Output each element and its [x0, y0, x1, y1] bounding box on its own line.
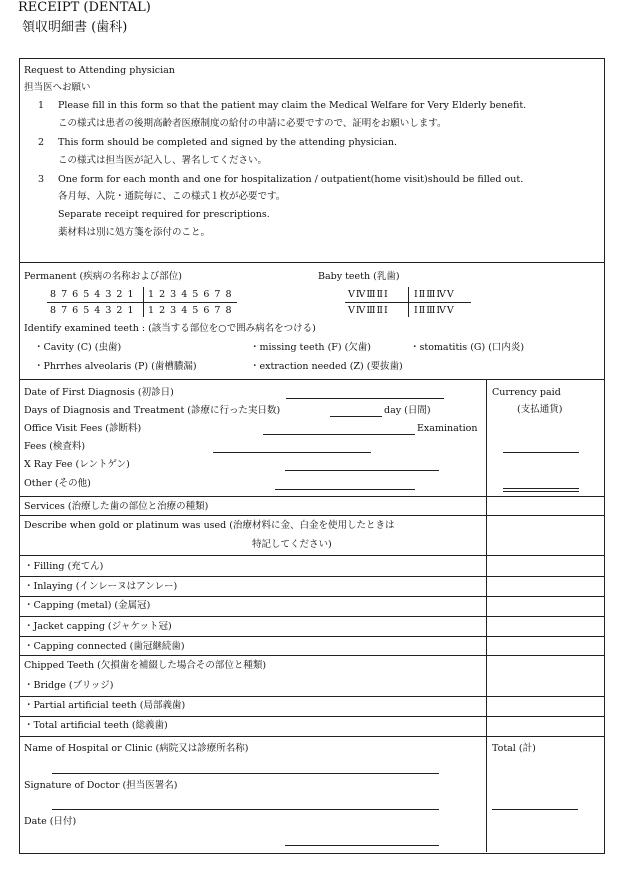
divider [19, 716, 604, 717]
other-fee-label: Other (その他) [24, 478, 91, 489]
services-heading: Services (治療した歯の部位と治療の種類) [24, 501, 209, 512]
exam-fees-field[interactable] [213, 452, 371, 453]
service-partial-artificial: ・Partial artificial teeth (局部義歯) [24, 700, 186, 711]
office-visit-field[interactable] [263, 434, 415, 435]
divider [19, 736, 604, 737]
permanent-upper-left[interactable]: 1 2 3 4 5 6 7 8 [148, 289, 233, 300]
prescription-note-en: Separate receipt required for prescriptions. [58, 209, 270, 220]
divider [19, 636, 604, 637]
service-inlaying: ・Inlaying (インレーヌはアンレー) [24, 581, 178, 592]
condition-missing: ・missing teeth (F) (欠歯) [250, 342, 372, 353]
examination-label: Examination [417, 423, 478, 434]
gold-platinum-line2: 特記してください) [252, 539, 332, 550]
date-label: Date (日付) [24, 816, 77, 827]
doctor-signature-field[interactable] [52, 809, 439, 810]
tooth-chart-vline [143, 287, 144, 317]
prescription-note-jp: 薬材料は別に処方箋を添付のこと。 [58, 227, 211, 238]
title-english: RECEIPT (DENTAL) [18, 0, 151, 15]
request-item-1-jp: この様式は患者の後期高齢者医療制度の給付の申請に必要ですので、証明をお願いします。 [58, 118, 447, 129]
divider [19, 616, 604, 617]
request-item-3-jp: 各月毎、入院・通院毎に、この様式１枚が必要です。 [58, 191, 286, 202]
total-label: Total (計) [492, 743, 536, 754]
currency-total-field[interactable] [503, 488, 579, 492]
divider [19, 262, 604, 263]
service-jacket-capping: ・Jacket capping (ジャケット冠) [24, 621, 172, 632]
days-treatment-field[interactable] [330, 416, 382, 417]
service-capping-connected: ・Capping connected (歯冠継続歯) [24, 641, 185, 652]
date-field[interactable] [285, 845, 439, 846]
total-field[interactable] [492, 809, 578, 810]
day-unit: day (日間) [384, 405, 431, 416]
xray-fee-field[interactable] [285, 470, 439, 471]
tooth-chart-vline [408, 287, 409, 317]
title-japanese: 領収明細書 (歯科) [22, 20, 128, 35]
request-item-2-en: This form should be completed and signed by the attending physician. [58, 137, 398, 148]
baby-lower-right[interactable]: ⅤⅣⅢⅡⅠ [348, 305, 389, 316]
baby-upper-right[interactable]: ⅤⅣⅢⅡⅠ [348, 289, 389, 300]
currency-paid-label-jp: (支払通貨) [517, 404, 563, 415]
exam-fees-label: Fees (検査料) [24, 441, 86, 452]
condition-extraction: ・extraction needed (Z) (要抜歯) [250, 361, 403, 372]
xray-fee-label: X Ray Fee (レントゲン) [24, 459, 130, 470]
office-visit-label: Office Visit Fees (診断料) [24, 423, 142, 434]
service-capping-metal: ・Capping (metal) (金属冠) [24, 600, 151, 611]
permanent-label: Permanent (疾病の名称および部位) [24, 271, 182, 282]
request-item-1-en: Please fill in this form so that the patient may claim the Medical Welfare for Very Elderly benefit. [58, 100, 527, 111]
request-heading-en: Request to Attending physician [24, 65, 175, 76]
days-treatment-label: Days of Diagnosis and Treatment (診療に行った実日数) [24, 405, 281, 416]
doctor-signature-label: Signature of Doctor (担当医署名) [24, 780, 178, 791]
item-number: 2 [38, 137, 45, 148]
permanent-lower-left[interactable]: 1 2 3 4 5 6 7 8 [148, 305, 233, 316]
first-diagnosis-field[interactable] [286, 398, 444, 399]
hospital-name-field[interactable] [52, 773, 439, 774]
condition-stomatitis: ・stomatitis (G) (口内炎) [410, 342, 525, 353]
currency-paid-field[interactable] [503, 452, 579, 453]
service-bridge: ・Bridge (ブリッジ) [24, 680, 114, 691]
divider [19, 515, 604, 516]
divider [19, 555, 604, 556]
permanent-lower-right[interactable]: 8 7 6 5 4 3 2 1 [50, 305, 135, 316]
service-total-artificial: ・Total artificial teeth (総義歯) [24, 720, 168, 731]
request-item-3-en: One form for each month and one for hospitalization / outpatient(home visit)should be filled out. [58, 174, 524, 185]
baby-lower-left[interactable]: ⅠⅡⅢⅣⅤ [414, 305, 455, 316]
condition-cavity: ・Cavity (C) (虫歯) [34, 342, 122, 353]
hospital-name-label: Name of Hospital or Clinic (病院又は診療所名称) [24, 743, 249, 754]
first-diagnosis-label: Date of First Diagnosis (初診日) [24, 387, 174, 398]
gold-platinum-line1: Describe when gold or platinum was used (治療材料に金、白金を使用したときは [24, 520, 395, 531]
divider [19, 655, 604, 656]
other-fee-field[interactable] [275, 489, 415, 490]
identify-instruction: Identify examined teeth : (該当する部位を○で囲み病名をつける) [24, 323, 316, 334]
service-filling: ・Filling (充てん) [24, 561, 104, 572]
divider [19, 379, 604, 380]
divider [19, 496, 604, 497]
baby-upper-left[interactable]: ⅠⅡⅢⅣⅤ [414, 289, 455, 300]
condition-pyorrhea: ・Phrrhes alveolaris (P) (歯槽膿漏) [34, 361, 197, 372]
request-item-2-jp: この様式は担当医が記入し、署名してください。 [58, 155, 268, 166]
currency-paid-label: Currency paid [492, 387, 561, 398]
divider [19, 576, 604, 577]
permanent-upper-right[interactable]: 8 7 6 5 4 3 2 1 [50, 289, 135, 300]
item-number: 3 [38, 174, 45, 185]
baby-teeth-label: Baby teeth (乳歯) [318, 271, 400, 282]
chipped-teeth-label: Chipped Teeth (欠損歯を補綴した場合その部位と種類) [24, 660, 267, 671]
request-heading-jp: 担当医へお願い [24, 82, 91, 93]
tooth-chart-hline [47, 302, 237, 303]
item-number: 1 [38, 100, 45, 111]
divider [19, 696, 604, 697]
divider [19, 596, 604, 597]
